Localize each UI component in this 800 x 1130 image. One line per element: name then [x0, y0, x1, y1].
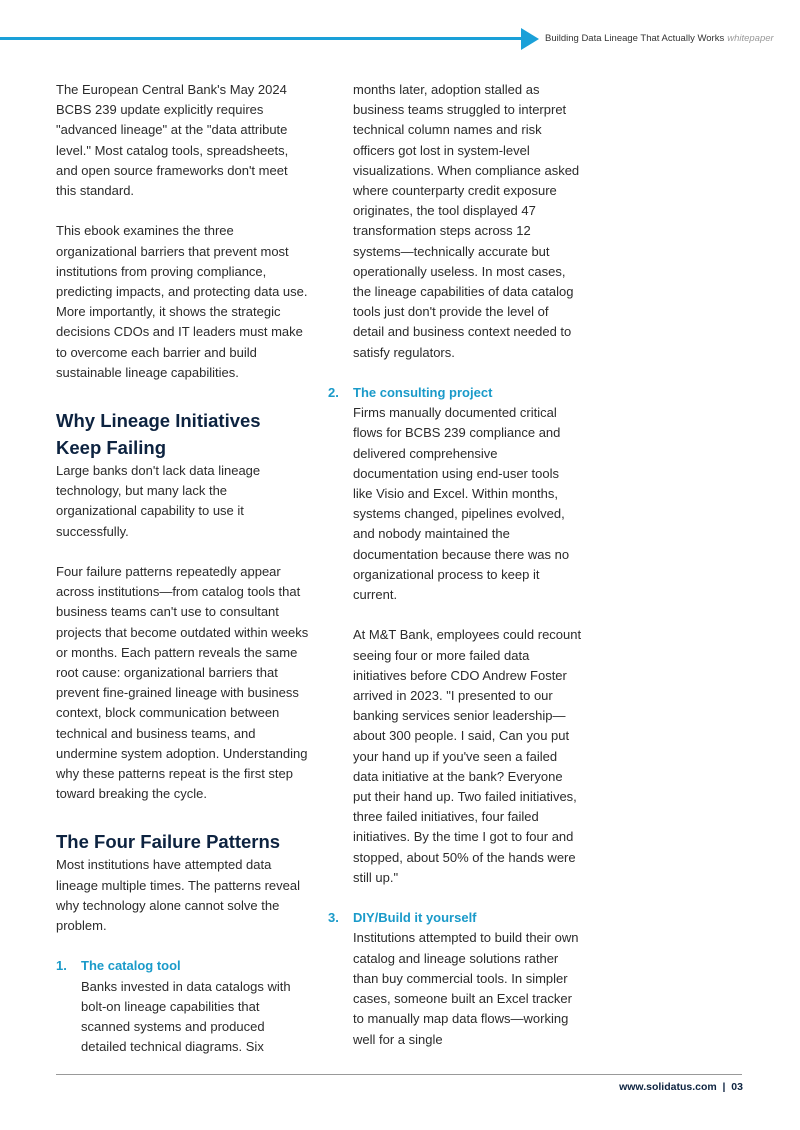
header-rule — [0, 37, 522, 40]
list-number: 1. — [56, 958, 67, 974]
list-item-title: DIY/Build it yourself — [353, 910, 477, 926]
list-item-catalog-tool — [56, 956, 310, 1057]
list-item-text: Institutions attempted to build their own catalog and lineage solutions rather than buy commercial tools. In simpler cases, someone built an Excel tracker to manually map data flows—working well for a single — [353, 930, 579, 1047]
document-title: Building Data Lineage That Actually Works — [545, 33, 725, 44]
list-number: 3. — [328, 910, 339, 926]
mt-bank-quote: At M&T Bank, employees could recount seeing four or more failed data initiatives before CDO Andrew Foster arrived in 2023. "I presented to our banking services senior leadership—about 300 people. I said, Can you put your hand up if you've seen a failed data initiative at the bank? Everyone put their hand up. Two failed initiatives, three failed initiatives, four failed initiatives. By the time I got to four and stopped, about 50% of the hands were still up." — [353, 627, 582, 885]
list-number: 2. — [328, 385, 339, 401]
footer-url-page-number: www.solidatus.com | 03 — [619, 1081, 743, 1093]
attempts-paragraph: Most institutions have attempted data lineage multiple times. The patterns reveal why technology alone cannot solve the problem. — [56, 857, 300, 934]
list-item-consulting-project — [328, 383, 582, 888]
ebook-overview-paragraph: This ebook examines the three organizational barriers that prevent most institutions from proving compliance, predicting impacts, and protecting data use. More importantly, it shows the strategic decisions CDOs and IT leaders must make to overcome each barrier and build sustainable lineage capabilities. — [56, 223, 308, 380]
section-heading-why-failing: Why Lineage Initiatives Keep Failing — [56, 410, 261, 459]
lineage-capability-paragraph: Large banks don't lack data lineage technology, but many lack the organizational capability to use it successfully. — [56, 463, 261, 539]
list-item-diy — [328, 908, 582, 1049]
list-item-text: Firms manually documented critical flows for BCBS 239 compliance and delivered comprehensive documentation using end-user tools like Visio and Excel. Within months, systems changed, pipelines evolved, and nobody maintained the documentation because there was no organizational process to keep it current. — [353, 405, 570, 603]
failure-patterns-paragraph: Four failure patterns repeatedly appear across institutions—from catalog tools that business teams can't use to consultant projects that become outdated within weeks or months. Each pattern reveals the same root cause: organizational barriers that prevent fine-grained lineage with business context, block communication between technical and business teams, and undermine system adoption. Understanding why these patterns repeat is the first step toward breaking the cycle. — [56, 564, 309, 802]
list-item-catalog-tool-continued — [328, 80, 582, 363]
footer-rule — [56, 1074, 742, 1075]
header-title — [545, 33, 774, 44]
list-item-title: The catalog tool — [81, 958, 181, 974]
document-type: whitepaper — [727, 33, 774, 44]
list-item-title: The consulting project — [353, 385, 493, 401]
catalog-tool-continued-text: months later, adoption stalled as business teams struggled to interpret technical column names and risk officers got lost in system-level visualizations. When compliance asked where counterparty credit exposure originates, the tool displayed 47 transformation steps across 12 systems—technically accurate but operationally useless. In most cases, the lineage capabilities of data catalog tools just don't provide the level of detail and business context needed to satisfy regulators. — [353, 82, 580, 360]
right-column — [328, 80, 582, 1050]
intro-paragraph: The European Central Bank's May 2024 BCBS 239 update explicitly requires "advanced lineage" at the "data attribute level." Most catalog tools, spreadsheets, and open source frameworks don't meet this standard. — [56, 82, 289, 199]
left-column — [56, 80, 310, 1057]
section-heading-four-patterns: The Four Failure Patterns — [56, 831, 281, 853]
header-arrow-icon — [521, 28, 539, 50]
list-item-text: Banks invested in data catalogs with bolt-on lineage capabilities that scanned systems and produced detailed technical diagrams. Six — [81, 978, 291, 1055]
